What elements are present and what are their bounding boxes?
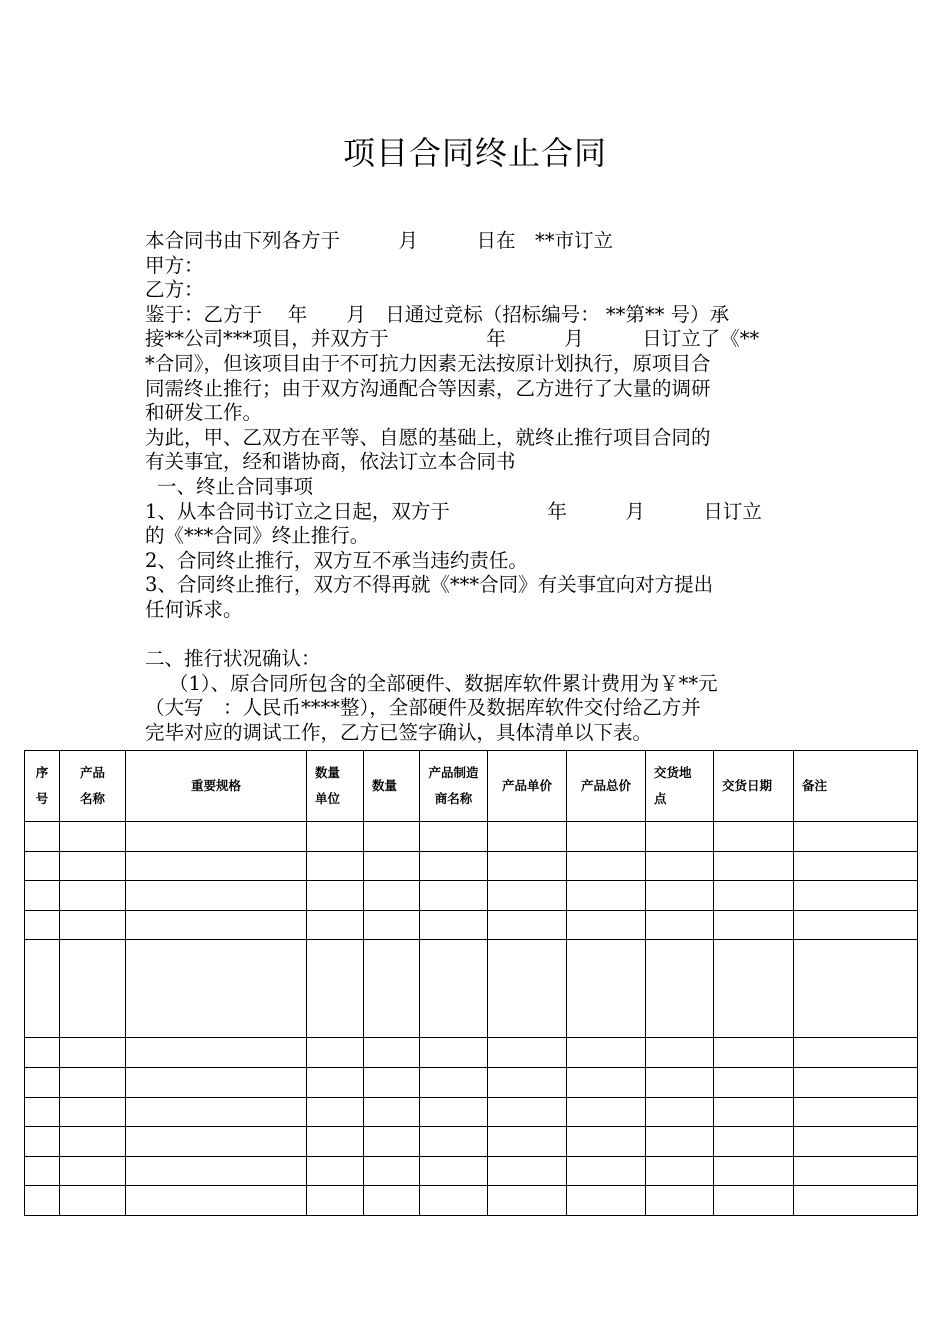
purpose-line: 有关事宜，经和谐协商，依法订立本合同书 [145, 450, 516, 474]
product-list-table [24, 750, 918, 1216]
table-row [25, 1127, 918, 1157]
section2-paragraph: （1）、原合同所包含的全部硬件、数据库软件累计费用为￥**元 [169, 671, 718, 695]
section1-heading: 一、终止合同事项 [157, 474, 314, 498]
table-row [25, 1097, 918, 1127]
header-seq: 序 号 [25, 751, 60, 822]
table-row [25, 1186, 918, 1216]
recital-line: 接**公司***项目，并双方于 年 月 日订立了《** [145, 327, 760, 351]
blank-line [145, 623, 807, 648]
table-row [25, 1156, 918, 1186]
section1-item: 1、从本合同书订立之日起，双方于 年 月 日订立 [145, 499, 762, 523]
section2-heading: 二、推行状况确认： [145, 647, 321, 671]
intro-line: 本合同书由下列各方于 月 日在 **市订立 [145, 229, 614, 252]
contract-body [145, 229, 807, 745]
table-row [25, 881, 918, 911]
document-title: 项目合同终止合同 [342, 134, 607, 172]
header-total-price: 产品总价 [567, 751, 646, 822]
party-a-label: 甲方： [145, 253, 204, 277]
header-spec: 重要规格 [126, 751, 307, 822]
section2-paragraph: 完毕对应的调试工作，乙方已签字确认，具体清单以下表。 [145, 720, 653, 744]
recital-line: 鉴于：乙方于 年 月 日通过竞标（招标编号： **第** 号）承 [145, 302, 730, 326]
recital-line: 同需终止推行；由于双方沟通配合等因素，乙方进行了大量的调研 [145, 376, 711, 400]
header-note: 备注 [794, 751, 918, 822]
table-row [25, 940, 918, 1038]
table-row [25, 1038, 918, 1068]
table-row [25, 851, 918, 881]
section2-paragraph: （大写 ：人民币****整），全部硬件及数据库软件交付给乙方并 [145, 696, 701, 720]
purpose-line: 为此，甲、乙双方在平等、自愿的基础上，就终止推行项目合同的 [145, 425, 711, 449]
section1-item: 的《***合同》终止推行。 [145, 524, 370, 548]
section1-item: 3、合同终止推行，双方不得再就《***合同》有关事宜向对方提出 [145, 573, 714, 597]
recital-line: 和研发工作。 [145, 401, 263, 425]
header-delivery-place: 交货地 点 [646, 751, 714, 822]
recital-line: *合同》，但该项目由于不可抗力因素无法按原计划执行，原项目合 [145, 351, 711, 375]
section1-item: 2、合同终止推行，双方互不承当违约责任。 [145, 548, 528, 572]
header-manufacturer: 产品制造 商名称 [420, 751, 488, 822]
table-header-row [25, 751, 918, 822]
table-row [25, 910, 918, 940]
section1-item: 任何诉求。 [145, 597, 243, 621]
header-qty: 数量 [364, 751, 420, 822]
table-row [25, 822, 918, 852]
header-unit-price: 产品单价 [488, 751, 567, 822]
header-product-name: 产品 名称 [60, 751, 126, 822]
party-b-label: 乙方： [145, 278, 204, 302]
table-row [25, 1067, 918, 1097]
header-delivery-date: 交货日期 [714, 751, 794, 822]
header-qty-unit: 数量 单位 [307, 751, 364, 822]
